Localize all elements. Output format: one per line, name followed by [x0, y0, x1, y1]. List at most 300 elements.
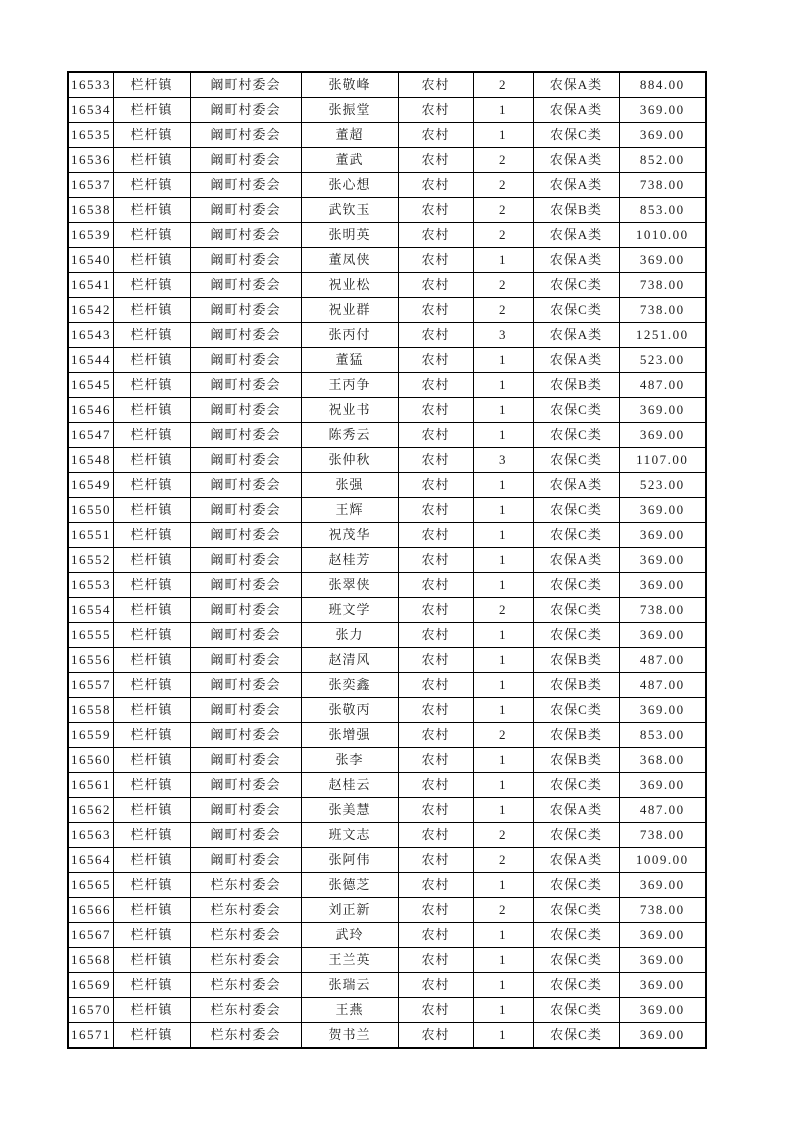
- cell-amount: 1107.00: [619, 448, 706, 473]
- cell-category: 农保C类: [533, 523, 619, 548]
- cell-residence: 农村: [398, 323, 473, 348]
- cell-id: 16570: [68, 998, 113, 1023]
- cell-residence: 农村: [398, 523, 473, 548]
- cell-category: 农保C类: [533, 273, 619, 298]
- table-row: [68, 923, 706, 948]
- cell-residence: 农村: [398, 548, 473, 573]
- cell-name: 张美慧: [301, 798, 398, 823]
- cell-amount: 369.00: [619, 973, 706, 998]
- cell-residence: 农村: [398, 423, 473, 448]
- cell-amount: 369.00: [619, 923, 706, 948]
- cell-name: 班文学: [301, 598, 398, 623]
- cell-id: 16550: [68, 498, 113, 523]
- cell-count: 1: [473, 948, 533, 973]
- cell-category: 农保C类: [533, 598, 619, 623]
- cell-count: 1: [473, 373, 533, 398]
- cell-name: 张敬丙: [301, 698, 398, 723]
- cell-residence: 农村: [398, 348, 473, 373]
- cell-count: 2: [473, 72, 533, 98]
- cell-id: 16543: [68, 323, 113, 348]
- cell-village: 阚町村委会: [190, 173, 301, 198]
- cell-village: 阚町村委会: [190, 448, 301, 473]
- cell-category: 农保A类: [533, 223, 619, 248]
- cell-residence: 农村: [398, 673, 473, 698]
- cell-amount: 738.00: [619, 898, 706, 923]
- cell-amount: 369.00: [619, 98, 706, 123]
- cell-count: 2: [473, 198, 533, 223]
- table-row: [68, 123, 706, 148]
- cell-category: 农保B类: [533, 373, 619, 398]
- cell-town: 栏杆镇: [113, 323, 190, 348]
- cell-amount: 738.00: [619, 298, 706, 323]
- table-row: [68, 873, 706, 898]
- cell-village: 阚町村委会: [190, 673, 301, 698]
- cell-category: 农保C类: [533, 498, 619, 523]
- cell-village: 阚町村委会: [190, 723, 301, 748]
- table-row: [68, 948, 706, 973]
- cell-village: 阚町村委会: [190, 323, 301, 348]
- cell-residence: 农村: [398, 223, 473, 248]
- cell-id: 16563: [68, 823, 113, 848]
- cell-category: 农保C类: [533, 298, 619, 323]
- cell-residence: 农村: [398, 473, 473, 498]
- table-row: [68, 748, 706, 773]
- cell-village: 阚町村委会: [190, 648, 301, 673]
- table-row: [68, 223, 706, 248]
- cell-name: 张瑞云: [301, 973, 398, 998]
- cell-count: 1: [473, 773, 533, 798]
- cell-name: 祝茂华: [301, 523, 398, 548]
- cell-id: 16562: [68, 798, 113, 823]
- cell-category: 农保C类: [533, 573, 619, 598]
- cell-village: 阚町村委会: [190, 373, 301, 398]
- cell-count: 1: [473, 748, 533, 773]
- cell-id: 16553: [68, 573, 113, 598]
- table-row: [68, 348, 706, 373]
- cell-id: 16569: [68, 973, 113, 998]
- cell-count: 3: [473, 448, 533, 473]
- cell-category: 农保C类: [533, 398, 619, 423]
- cell-count: 1: [473, 123, 533, 148]
- cell-count: 1: [473, 523, 533, 548]
- cell-village: 阚町村委会: [190, 548, 301, 573]
- cell-town: 栏杆镇: [113, 348, 190, 373]
- cell-town: 栏杆镇: [113, 373, 190, 398]
- cell-town: 栏杆镇: [113, 598, 190, 623]
- table-row: [68, 273, 706, 298]
- cell-residence: 农村: [398, 298, 473, 323]
- table-row: [68, 448, 706, 473]
- cell-residence: 农村: [398, 648, 473, 673]
- cell-residence: 农村: [398, 623, 473, 648]
- table-row: [68, 248, 706, 273]
- cell-name: 赵桂芳: [301, 548, 398, 573]
- cell-id: 16548: [68, 448, 113, 473]
- cell-residence: 农村: [398, 873, 473, 898]
- cell-residence: 农村: [398, 798, 473, 823]
- cell-name: 王辉: [301, 498, 398, 523]
- cell-category: 农保C类: [533, 823, 619, 848]
- cell-town: 栏杆镇: [113, 823, 190, 848]
- cell-name: 陈秀云: [301, 423, 398, 448]
- cell-category: 农保C类: [533, 998, 619, 1023]
- cell-residence: 农村: [398, 598, 473, 623]
- cell-village: 阚町村委会: [190, 298, 301, 323]
- cell-amount: 738.00: [619, 273, 706, 298]
- cell-name: 张丙付: [301, 323, 398, 348]
- cell-id: 16564: [68, 848, 113, 873]
- cell-town: 栏杆镇: [113, 648, 190, 673]
- cell-category: 农保C类: [533, 973, 619, 998]
- table-row: [68, 323, 706, 348]
- cell-id: 16544: [68, 348, 113, 373]
- cell-town: 栏杆镇: [113, 723, 190, 748]
- cell-village: 栏东村委会: [190, 948, 301, 973]
- cell-amount: 884.00: [619, 72, 706, 98]
- cell-residence: 农村: [398, 148, 473, 173]
- cell-village: 栏东村委会: [190, 898, 301, 923]
- cell-town: 栏杆镇: [113, 423, 190, 448]
- cell-category: 农保A类: [533, 72, 619, 98]
- cell-residence: 农村: [398, 773, 473, 798]
- cell-count: 1: [473, 698, 533, 723]
- cell-town: 栏杆镇: [113, 248, 190, 273]
- cell-category: 农保B类: [533, 648, 619, 673]
- cell-town: 栏杆镇: [113, 98, 190, 123]
- cell-count: 2: [473, 598, 533, 623]
- cell-name: 张李: [301, 748, 398, 773]
- table-row: [68, 973, 706, 998]
- cell-amount: 368.00: [619, 748, 706, 773]
- cell-town: 栏杆镇: [113, 273, 190, 298]
- cell-village: 阚町村委会: [190, 148, 301, 173]
- cell-amount: 852.00: [619, 148, 706, 173]
- table-row: [68, 423, 706, 448]
- cell-name: 张阿伟: [301, 848, 398, 873]
- cell-count: 1: [473, 923, 533, 948]
- cell-village: 栏东村委会: [190, 923, 301, 948]
- cell-amount: 853.00: [619, 723, 706, 748]
- table-row: [68, 1023, 706, 1049]
- cell-town: 栏杆镇: [113, 1023, 190, 1049]
- cell-category: 农保B类: [533, 748, 619, 773]
- cell-category: 农保C类: [533, 623, 619, 648]
- cell-residence: 农村: [398, 573, 473, 598]
- cell-count: 2: [473, 173, 533, 198]
- cell-id: 16552: [68, 548, 113, 573]
- cell-town: 栏杆镇: [113, 698, 190, 723]
- table-row: [68, 573, 706, 598]
- cell-id: 16537: [68, 173, 113, 198]
- cell-town: 栏杆镇: [113, 948, 190, 973]
- table-body: [68, 72, 706, 1048]
- cell-village: 阚町村委会: [190, 198, 301, 223]
- cell-category: 农保A类: [533, 548, 619, 573]
- cell-name: 祝业松: [301, 273, 398, 298]
- table-row: [68, 823, 706, 848]
- cell-name: 张翠侠: [301, 573, 398, 598]
- cell-category: 农保C类: [533, 698, 619, 723]
- cell-residence: 农村: [398, 748, 473, 773]
- cell-id: 16567: [68, 923, 113, 948]
- cell-id: 16549: [68, 473, 113, 498]
- cell-amount: 369.00: [619, 573, 706, 598]
- cell-village: 阚町村委会: [190, 748, 301, 773]
- cell-name: 张力: [301, 623, 398, 648]
- cell-count: 2: [473, 723, 533, 748]
- cell-id: 16565: [68, 873, 113, 898]
- cell-residence: 农村: [398, 173, 473, 198]
- cell-count: 3: [473, 323, 533, 348]
- cell-count: 2: [473, 273, 533, 298]
- cell-town: 栏杆镇: [113, 148, 190, 173]
- cell-count: 1: [473, 473, 533, 498]
- table-row: [68, 598, 706, 623]
- cell-amount: 369.00: [619, 523, 706, 548]
- cell-amount: 1251.00: [619, 323, 706, 348]
- table-row: [68, 298, 706, 323]
- cell-residence: 农村: [398, 823, 473, 848]
- cell-village: 阚町村委会: [190, 823, 301, 848]
- cell-category: 农保C类: [533, 448, 619, 473]
- cell-category: 农保A类: [533, 473, 619, 498]
- cell-village: 栏东村委会: [190, 1023, 301, 1049]
- cell-amount: 369.00: [619, 998, 706, 1023]
- cell-count: 2: [473, 823, 533, 848]
- cell-village: 阚町村委会: [190, 248, 301, 273]
- table-row: [68, 548, 706, 573]
- cell-id: 16545: [68, 373, 113, 398]
- cell-amount: 369.00: [619, 773, 706, 798]
- table-row: [68, 998, 706, 1023]
- table-row: [68, 848, 706, 873]
- cell-amount: 369.00: [619, 548, 706, 573]
- cell-count: 2: [473, 223, 533, 248]
- cell-name: 武钦玉: [301, 198, 398, 223]
- cell-category: 农保A类: [533, 848, 619, 873]
- cell-id: 16568: [68, 948, 113, 973]
- cell-residence: 农村: [398, 98, 473, 123]
- cell-amount: 487.00: [619, 373, 706, 398]
- cell-amount: 369.00: [619, 623, 706, 648]
- cell-town: 栏杆镇: [113, 298, 190, 323]
- cell-name: 班文志: [301, 823, 398, 848]
- cell-name: 张德芝: [301, 873, 398, 898]
- cell-town: 栏杆镇: [113, 448, 190, 473]
- cell-town: 栏杆镇: [113, 123, 190, 148]
- cell-village: 阚町村委会: [190, 348, 301, 373]
- cell-name: 祝业书: [301, 398, 398, 423]
- cell-amount: 853.00: [619, 198, 706, 223]
- cell-id: 16555: [68, 623, 113, 648]
- cell-amount: 369.00: [619, 248, 706, 273]
- table-row: [68, 373, 706, 398]
- cell-amount: 487.00: [619, 798, 706, 823]
- cell-town: 栏杆镇: [113, 798, 190, 823]
- cell-id: 16571: [68, 1023, 113, 1049]
- cell-name: 董武: [301, 148, 398, 173]
- cell-town: 栏杆镇: [113, 72, 190, 98]
- cell-residence: 农村: [398, 498, 473, 523]
- cell-id: 16540: [68, 248, 113, 273]
- cell-count: 2: [473, 298, 533, 323]
- cell-category: 农保A类: [533, 248, 619, 273]
- cell-name: 张明英: [301, 223, 398, 248]
- cell-village: 阚町村委会: [190, 523, 301, 548]
- cell-town: 栏杆镇: [113, 973, 190, 998]
- cell-name: 赵桂云: [301, 773, 398, 798]
- table-row: [68, 398, 706, 423]
- table-row: [68, 673, 706, 698]
- cell-village: 栏东村委会: [190, 873, 301, 898]
- cell-count: 1: [473, 648, 533, 673]
- table-row: [68, 623, 706, 648]
- cell-village: 阚町村委会: [190, 473, 301, 498]
- cell-count: 1: [473, 348, 533, 373]
- cell-count: 1: [473, 1023, 533, 1049]
- cell-amount: 369.00: [619, 423, 706, 448]
- cell-id: 16559: [68, 723, 113, 748]
- cell-town: 栏杆镇: [113, 523, 190, 548]
- cell-category: 农保B类: [533, 673, 619, 698]
- cell-id: 16539: [68, 223, 113, 248]
- cell-town: 栏杆镇: [113, 898, 190, 923]
- cell-village: 栏东村委会: [190, 973, 301, 998]
- cell-count: 1: [473, 998, 533, 1023]
- cell-count: 1: [473, 248, 533, 273]
- table-row: [68, 723, 706, 748]
- cell-id: 16557: [68, 673, 113, 698]
- cell-name: 董超: [301, 123, 398, 148]
- cell-count: 1: [473, 423, 533, 448]
- table-row: [68, 72, 706, 98]
- cell-residence: 农村: [398, 398, 473, 423]
- cell-residence: 农村: [398, 72, 473, 98]
- table-row: [68, 473, 706, 498]
- cell-name: 张振堂: [301, 98, 398, 123]
- cell-name: 刘正新: [301, 898, 398, 923]
- cell-name: 武玲: [301, 923, 398, 948]
- cell-category: 农保C类: [533, 423, 619, 448]
- cell-count: 1: [473, 498, 533, 523]
- cell-town: 栏杆镇: [113, 173, 190, 198]
- cell-village: 阚町村委会: [190, 273, 301, 298]
- cell-amount: 1009.00: [619, 848, 706, 873]
- cell-category: 农保C类: [533, 923, 619, 948]
- cell-id: 16542: [68, 298, 113, 323]
- cell-category: 农保A类: [533, 98, 619, 123]
- cell-residence: 农村: [398, 723, 473, 748]
- cell-town: 栏杆镇: [113, 848, 190, 873]
- cell-amount: 738.00: [619, 173, 706, 198]
- cell-village: 阚町村委会: [190, 398, 301, 423]
- cell-village: 阚町村委会: [190, 72, 301, 98]
- cell-village: 阚町村委会: [190, 98, 301, 123]
- cell-residence: 农村: [398, 373, 473, 398]
- cell-amount: 369.00: [619, 873, 706, 898]
- table-row: [68, 173, 706, 198]
- cell-town: 栏杆镇: [113, 673, 190, 698]
- cell-name: 张敬峰: [301, 72, 398, 98]
- table-row: [68, 98, 706, 123]
- cell-town: 栏杆镇: [113, 773, 190, 798]
- table-row: [68, 498, 706, 523]
- cell-town: 栏杆镇: [113, 923, 190, 948]
- cell-category: 农保A类: [533, 148, 619, 173]
- cell-town: 栏杆镇: [113, 748, 190, 773]
- cell-town: 栏杆镇: [113, 498, 190, 523]
- cell-village: 阚町村委会: [190, 123, 301, 148]
- cell-village: 阚町村委会: [190, 573, 301, 598]
- cell-count: 1: [473, 873, 533, 898]
- cell-name: 赵清风: [301, 648, 398, 673]
- cell-category: 农保B类: [533, 198, 619, 223]
- cell-amount: 738.00: [619, 823, 706, 848]
- cell-id: 16533: [68, 72, 113, 98]
- cell-residence: 农村: [398, 923, 473, 948]
- cell-town: 栏杆镇: [113, 473, 190, 498]
- cell-id: 16554: [68, 598, 113, 623]
- cell-village: 栏东村委会: [190, 998, 301, 1023]
- table-row: [68, 798, 706, 823]
- cell-name: 张强: [301, 473, 398, 498]
- cell-name: 王兰英: [301, 948, 398, 973]
- cell-village: 阚町村委会: [190, 223, 301, 248]
- cell-name: 张增强: [301, 723, 398, 748]
- cell-residence: 农村: [398, 1023, 473, 1049]
- cell-amount: 369.00: [619, 398, 706, 423]
- cell-name: 董凤侠: [301, 248, 398, 273]
- cell-town: 栏杆镇: [113, 623, 190, 648]
- cell-amount: 487.00: [619, 648, 706, 673]
- cell-residence: 农村: [398, 973, 473, 998]
- cell-category: 农保A类: [533, 323, 619, 348]
- cell-village: 阚町村委会: [190, 848, 301, 873]
- cell-residence: 农村: [398, 448, 473, 473]
- table-row: [68, 198, 706, 223]
- cell-town: 栏杆镇: [113, 548, 190, 573]
- cell-id: 16546: [68, 398, 113, 423]
- cell-name: 王丙争: [301, 373, 398, 398]
- cell-count: 1: [473, 623, 533, 648]
- cell-amount: 487.00: [619, 673, 706, 698]
- cell-category: 农保A类: [533, 348, 619, 373]
- cell-count: 2: [473, 898, 533, 923]
- cell-town: 栏杆镇: [113, 573, 190, 598]
- cell-id: 16536: [68, 148, 113, 173]
- cell-id: 16551: [68, 523, 113, 548]
- insurance-benefits-table: [67, 71, 707, 1049]
- cell-category: 农保C类: [533, 948, 619, 973]
- cell-category: 农保C类: [533, 773, 619, 798]
- cell-village: 阚町村委会: [190, 798, 301, 823]
- cell-amount: 523.00: [619, 348, 706, 373]
- cell-id: 16547: [68, 423, 113, 448]
- cell-village: 阚町村委会: [190, 498, 301, 523]
- table-row: [68, 148, 706, 173]
- cell-category: 农保C类: [533, 1023, 619, 1049]
- cell-town: 栏杆镇: [113, 398, 190, 423]
- table-row: [68, 648, 706, 673]
- table-row: [68, 698, 706, 723]
- cell-count: 1: [473, 798, 533, 823]
- cell-category: 农保B类: [533, 723, 619, 748]
- cell-residence: 农村: [398, 848, 473, 873]
- cell-village: 阚町村委会: [190, 423, 301, 448]
- table-row: [68, 773, 706, 798]
- cell-count: 2: [473, 848, 533, 873]
- cell-name: 祝业群: [301, 298, 398, 323]
